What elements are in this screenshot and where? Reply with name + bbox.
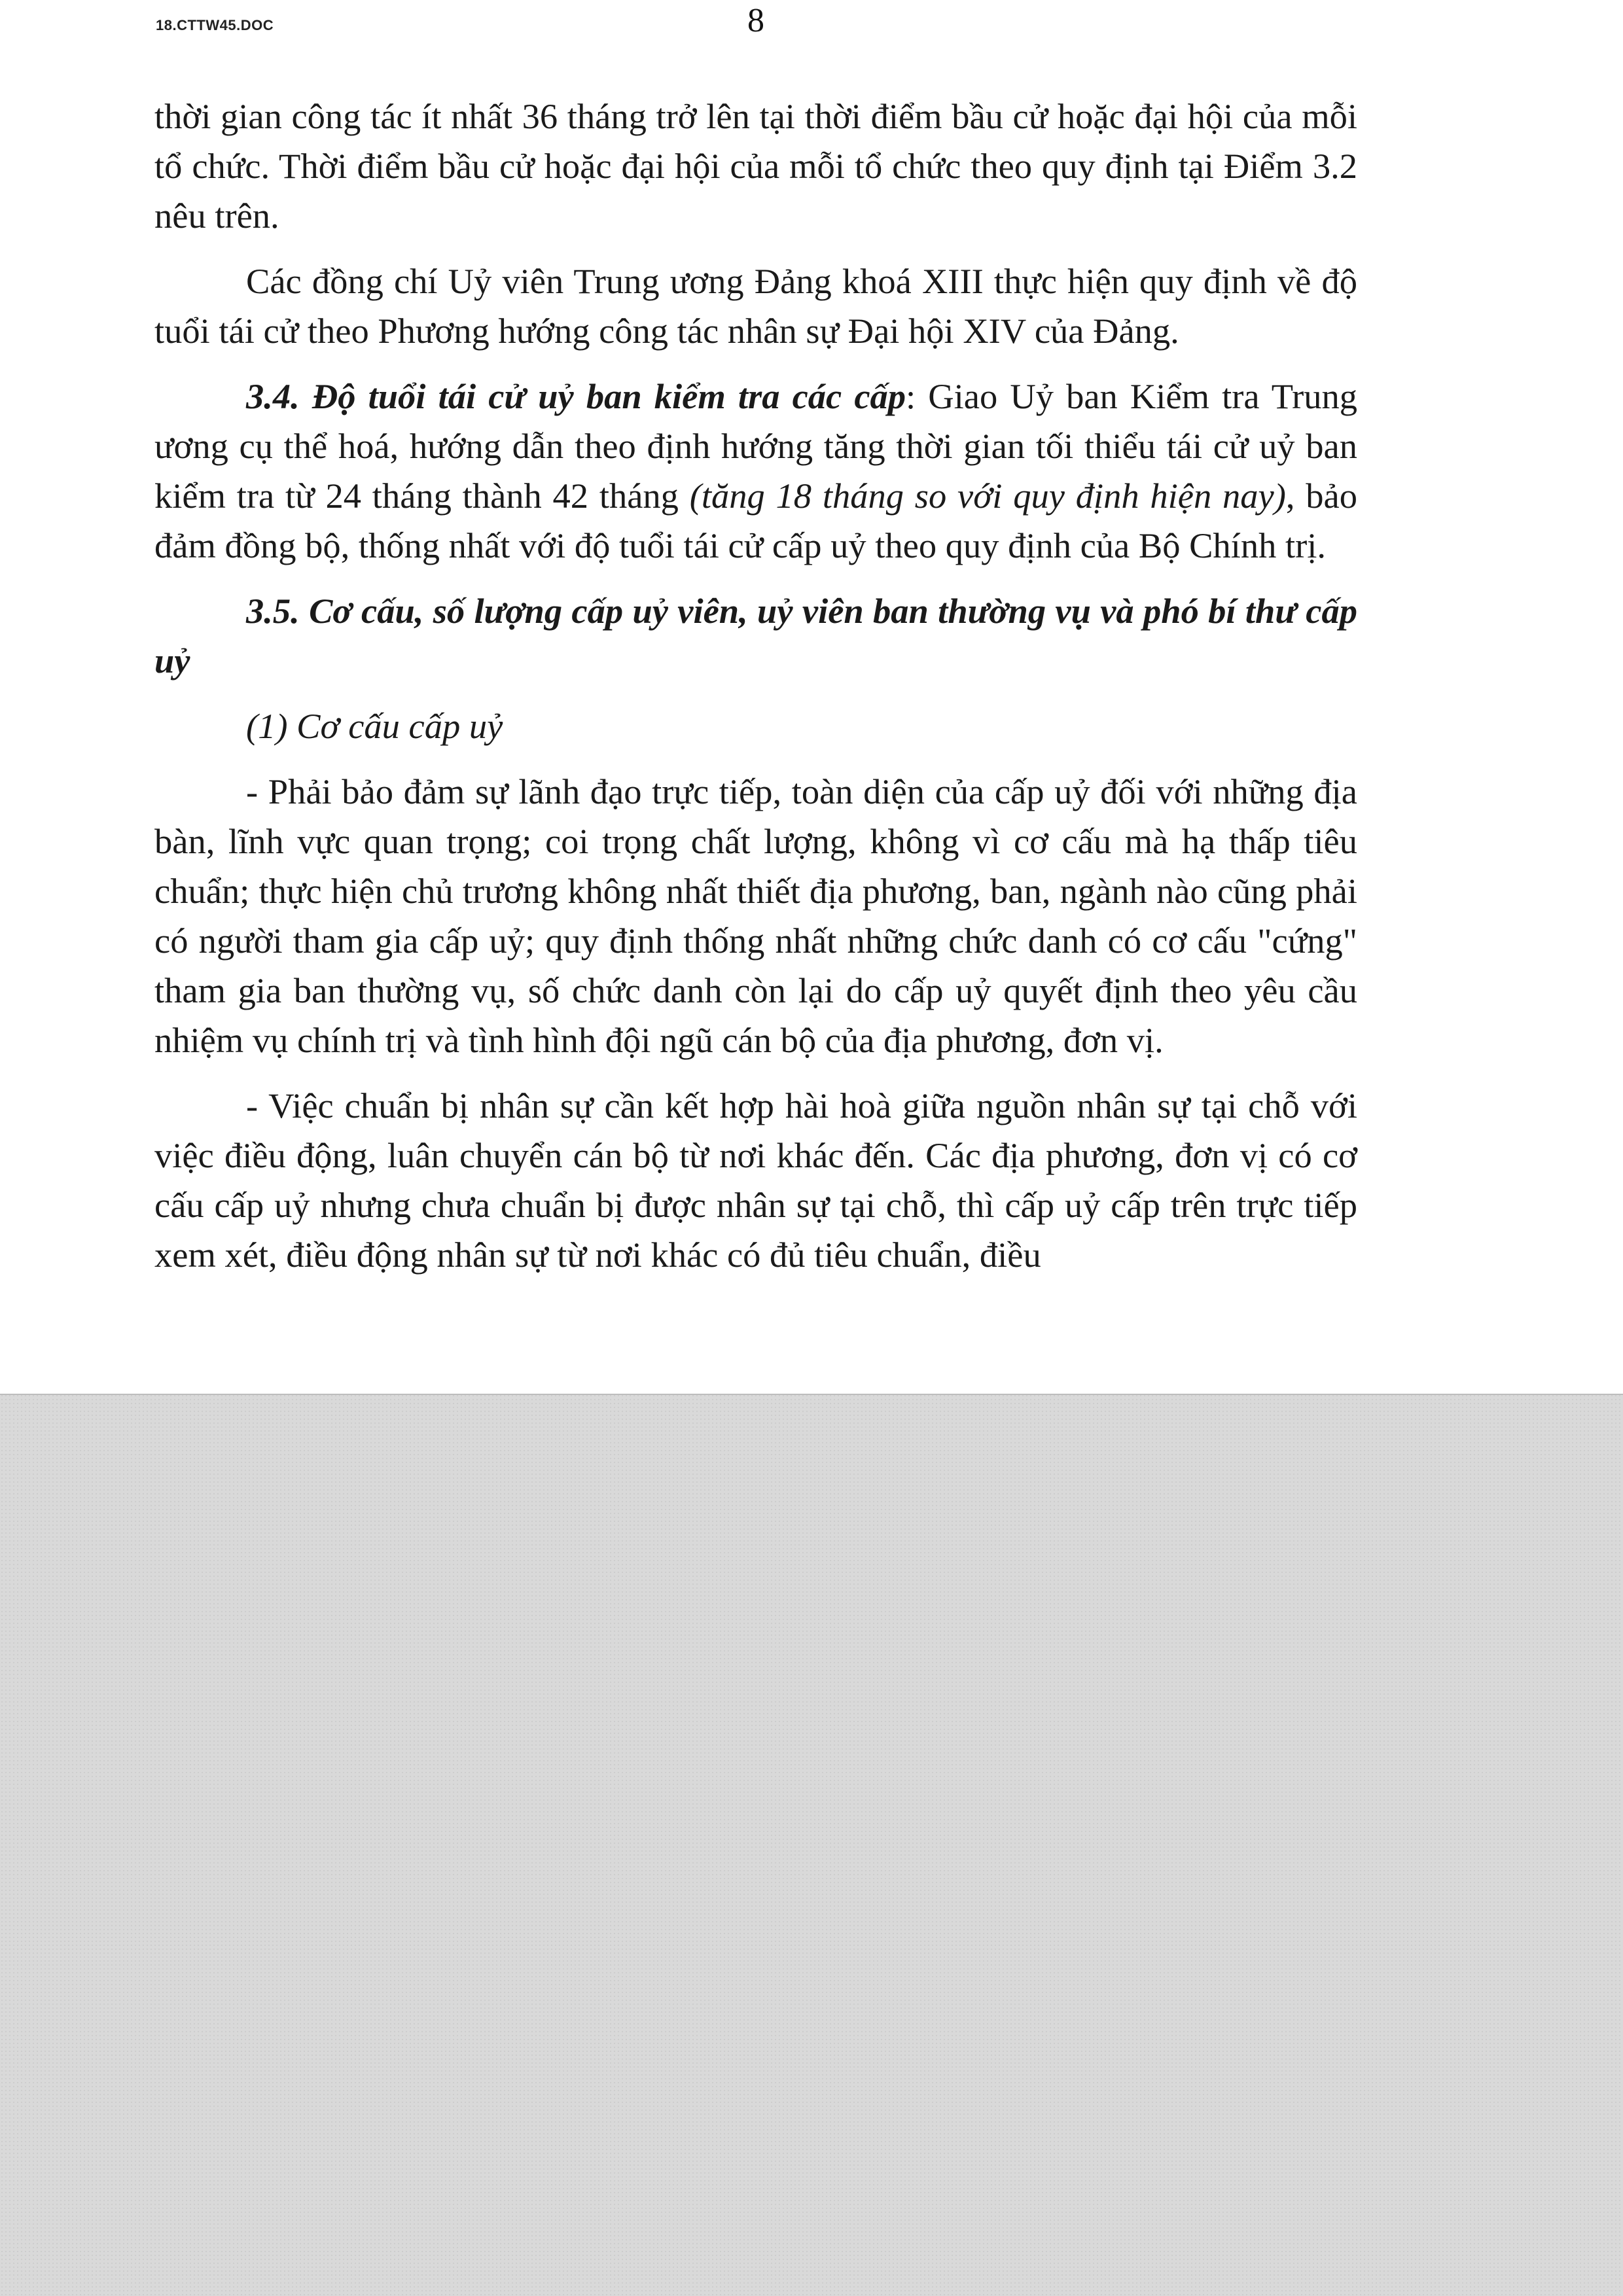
page-cut-edge (0, 1394, 1623, 1395)
paragraph-continuation: thời gian công tác ít nhất 36 tháng trở lên tại thời điểm bầu cử hoặc đại hội của mỗi tổ chức. Thời điểm bầu cử hoặc đại hội của mỗi tổ chức theo quy định tại Điểm 3.2 nêu trên. (154, 96, 1357, 236)
paragraph-bullet-leadership: - Phải bảo đảm sự lãnh đạo trực tiếp, toàn diện của cấp uỷ đối với những địa bàn, lĩnh vực quan trọng; coi trọng chất lượng, không vì cơ cấu mà hạ thấp tiêu chuẩn; thực hiện chủ trương không nhất thiết địa phương, ban, ngành nào cũng phải có người tham gia cấp uỷ; quy định thống nhất những chức danh có cơ cấu "cứng" tham gia ban thường vụ, số chức danh còn lại do cấp uỷ quyết định theo yêu cầu nhiệm vụ chính trị và tình hình đội ngũ cán bộ của địa phương, đơn vị. (154, 771, 1357, 1060)
file-name-label: 18.CTTW45.DOC (156, 17, 274, 33)
paragraph-3-4-text-a: : Giao Uỷ ban Kiểm tra Trung ương cụ thể hoá, hướng dẫn theo định hướng tăng thời gian tối thiểu tái cử uỷ ban kiểm tra từ 24 tháng thành 42 tháng (154, 376, 1357, 516)
subheading-structure: (1) Cơ cấu cấp uỷ (246, 706, 503, 746)
document-body (154, 92, 1357, 1296)
paragraph-central-committee: Các đồng chí Uỷ viên Trung ương Đảng khoá XIII thực hiện quy định về độ tuổi tái cử theo Phương hướng công tác nhân sự Đại hội XIV của Đảng. (154, 261, 1357, 351)
paragraph-3-4 (154, 372, 1357, 571)
paragraph-3-4-italic-note: (tăng 18 tháng so với quy định hiện nay) (689, 476, 1286, 516)
section-heading-3-5: 3.5. Cơ cấu, số lượng cấp uỷ viên, uỷ viên ban thường vụ và phó bí thư cấp uỷ (154, 591, 1357, 680)
page-number: 8 (747, 2, 764, 39)
paragraph-bullet-personnel: - Việc chuẩn bị nhân sự cần kết hợp hài hoà giữa nguồn nhân sự tại chỗ với việc điều động, luân chuyển cán bộ từ nơi khác đến. Các địa phương, đơn vị có cơ cấu cấp uỷ nhưng chưa chuẩn bị được nhân sự tại chỗ, thì cấp uỷ cấp trên trực tiếp xem xét, điều động nhân sự từ nơi khác có đủ tiêu chuẩn, điều (154, 1086, 1357, 1275)
section-heading-3-4: 3.4. Độ tuổi tái cử uỷ ban kiểm tra các cấp (246, 376, 906, 416)
paragraph-3-4-text-b: , bảo đảm đồng bộ, thống nhất với độ tuổi tái cử cấp uỷ theo quy định của Bộ Chính trị. (154, 476, 1357, 565)
